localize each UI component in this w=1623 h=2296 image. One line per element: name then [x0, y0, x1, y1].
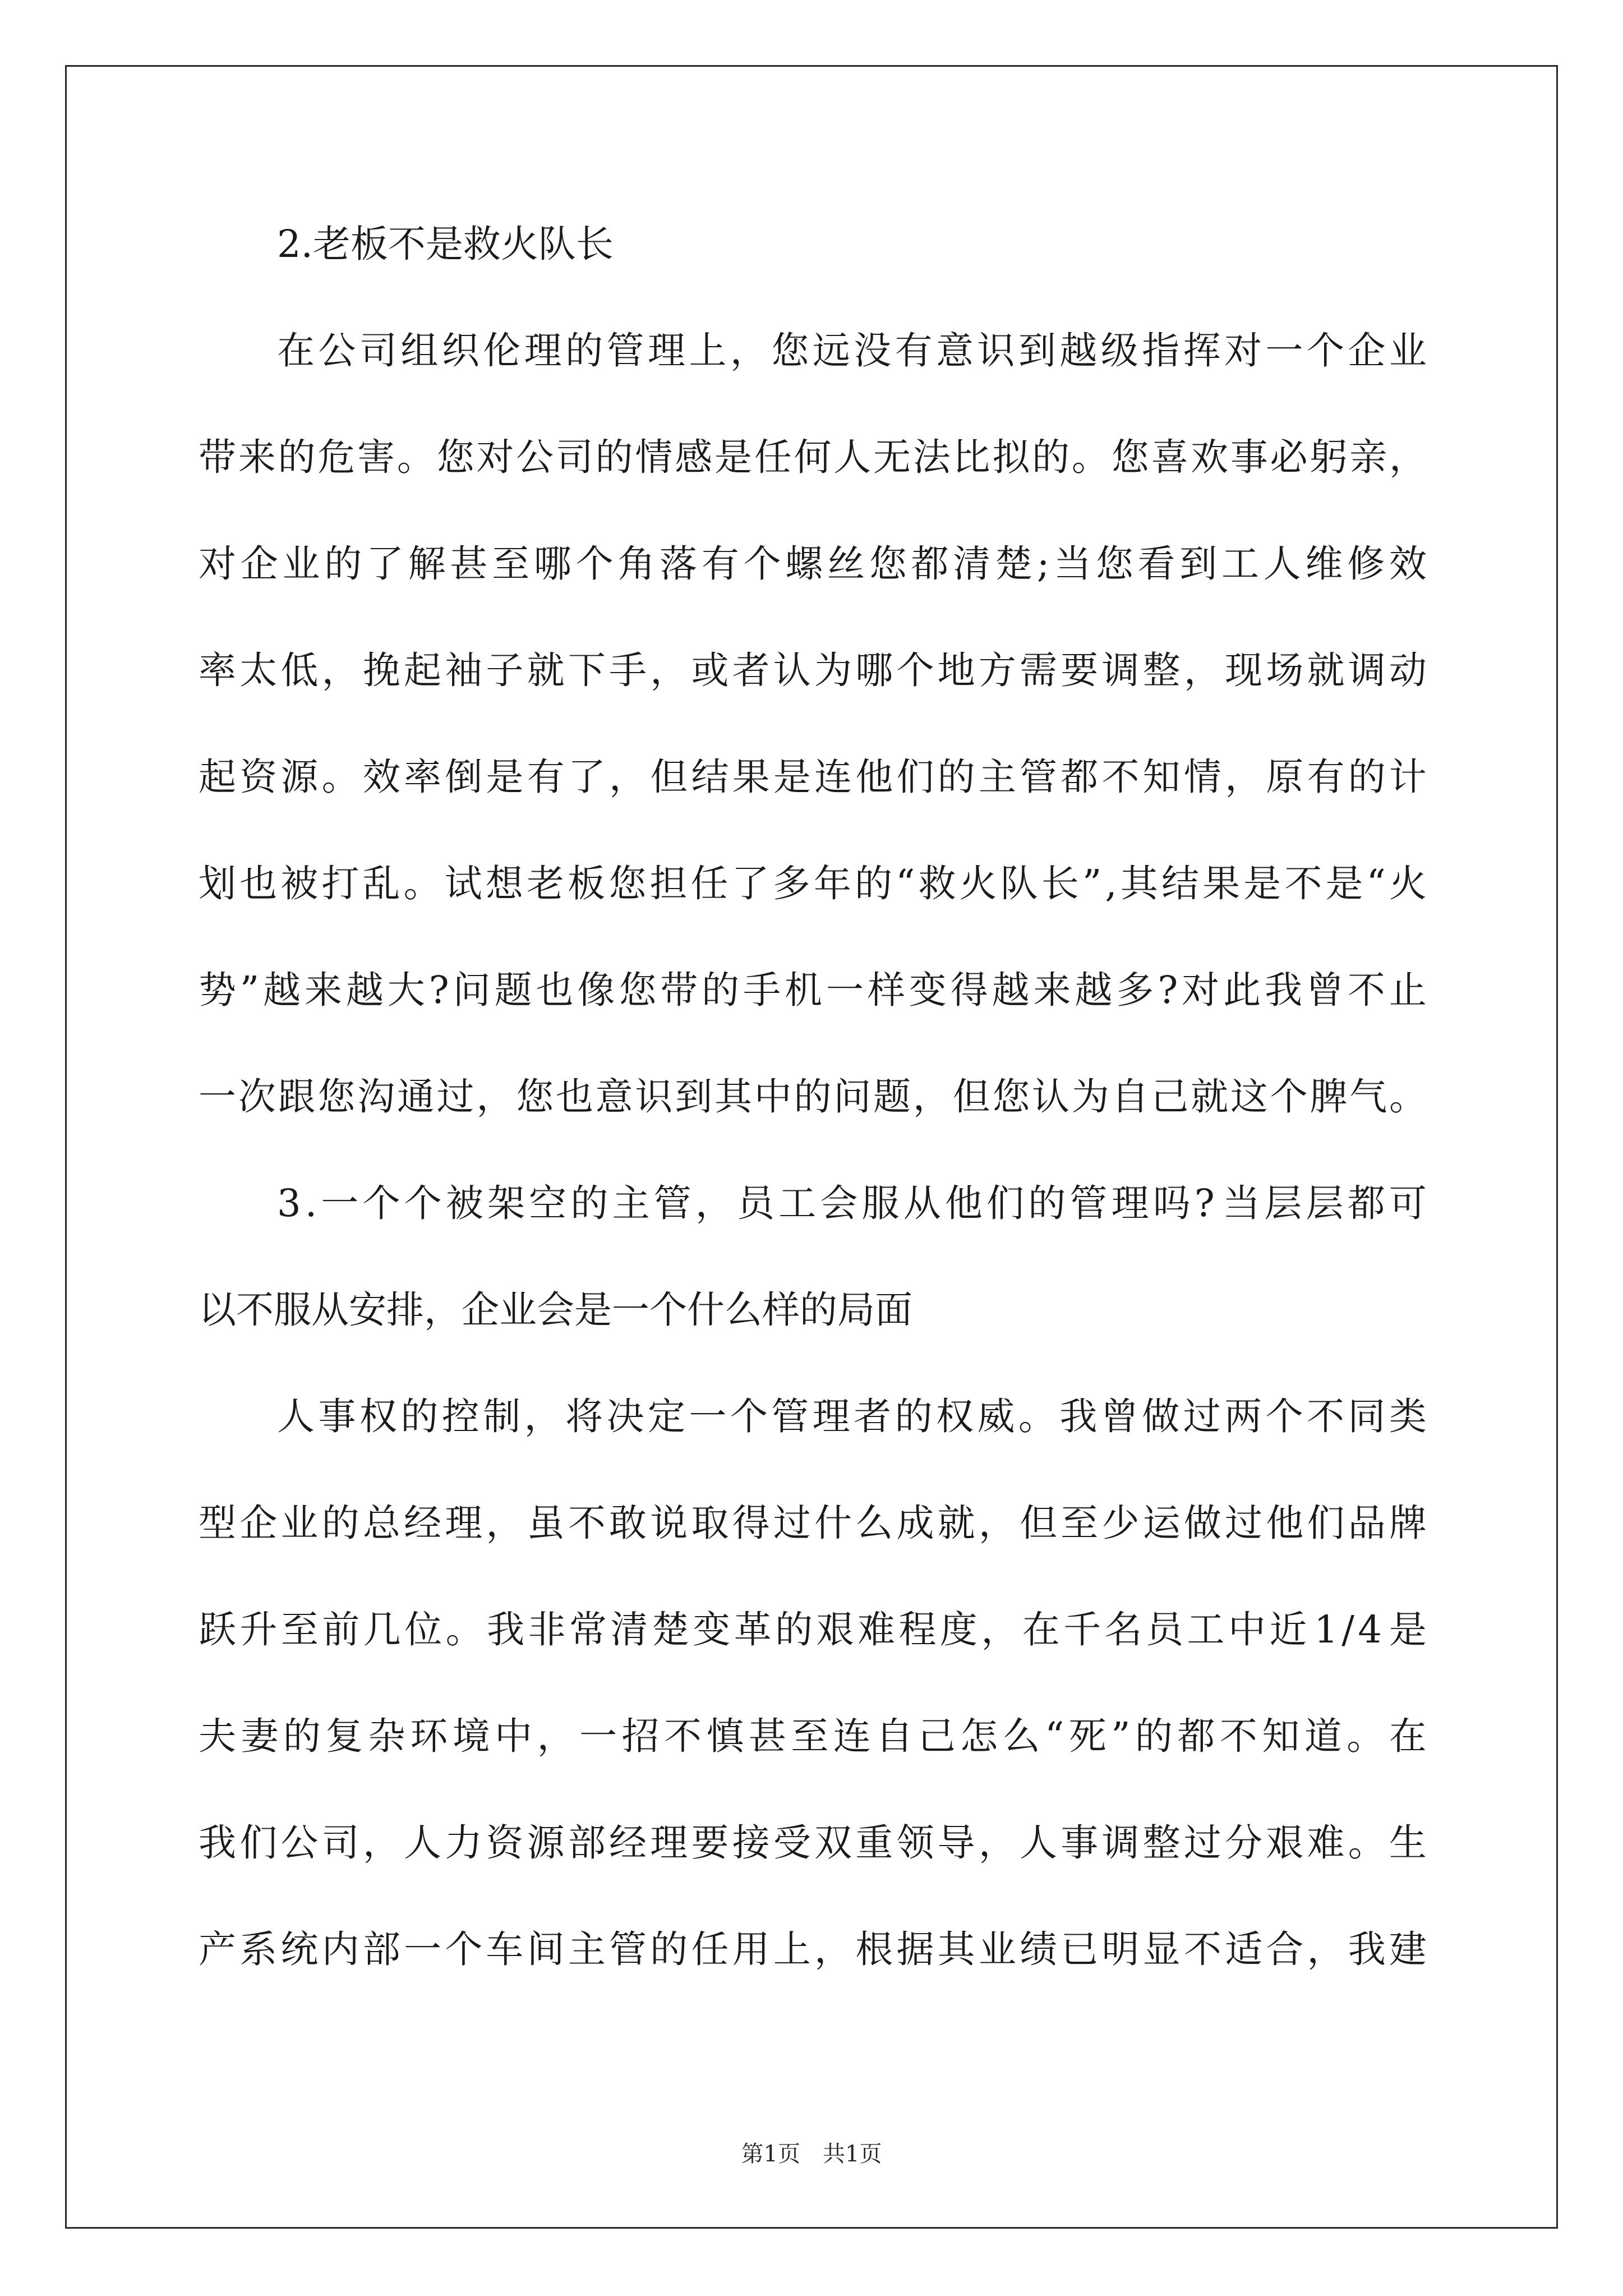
page-footer: 第1页 共1页 [741, 2141, 882, 2167]
text-line: 一 次 跟 您 沟 通 过 ， 您 也 意 识 到 其 中 的 问 题 ， 但 您 认 为 自 己 就 这 个 脾 气 。 [199, 1075, 1427, 1119]
text-line: 率 太 低 ， 挽 起 袖 子 就 下 手 ， 或 者 认 为 哪 个 地 方 需 要 调 整 ， 现 场 就 调 动 [199, 648, 1427, 692]
text-line: 起 资 源 。 效 率 倒 是 有 了 ， 但 结 果 是 连 他 们 的 主 管 都 不 知 情 ， 原 有 的 计 [199, 755, 1427, 799]
text-line: 人 事 权 的 控 制 ， 将 决 定 一 个 管 理 者 的 权 威 。 我 曾 做 过 两 个 不 同 类 [277, 1395, 1427, 1438]
text-line: 在 公 司 组 织 伦 理 的 管 理 上 ， 您 远 没 有 意 识 到 越 级 指 挥 对 一 个 企 业 [277, 329, 1427, 372]
text-line: 划 也 被 打 乱 。 试 想 老 板 您 担 任 了 多 年 的 “ 救 火 队 长 ” , 其 结 果 是 不 是 “ 火 [199, 862, 1427, 905]
text-line: 我 们 公 司 ， 人 力 资 源 部 经 理 要 接 受 双 重 领 导 ， 人 事 调 整 过 分 艰 难 。 生 [199, 1821, 1427, 1865]
text-line: 对 企 业 的 了 解 甚 至 哪 个 角 落 有 个 螺 丝 您 都 清 楚 ; 当 您 看 到 工 人 维 修 效 [199, 542, 1427, 586]
text-line: 型 企 业 的 总 经 理 ， 虽 不 敢 说 取 得 过 什 么 成 就 ， 但 至 少 运 做 过 他 们 品 牌 [199, 1501, 1427, 1545]
text-line: 势 ” 越 来 越 大 ? 问 题 也 像 您 带 的 手 机 一 样 变 得 越 来 越 多 ? 对 此 我 曾 不 止 [199, 968, 1427, 1012]
document-body [199, 191, 1427, 2003]
text-line: 3 . 一 个 个 被 架 空 的 主 管 ， 员 工 会 服 从 他 们 的 管 理 吗 ? 当 层 层 都 可 [277, 1181, 1427, 1225]
text-line: 2.老板不是救火队长 [277, 222, 614, 266]
text-line: 以不服从安排，企业会是一个什么样的局面 [199, 1288, 912, 1332]
text-line: 夫 妻 的 复 杂 环 境 中 ， 一 招 不 慎 甚 至 连 自 己 怎 么 “ 死 ” 的 都 不 知 道 。 在 [199, 1714, 1427, 1758]
text-line: 跃 升 至 前 几 位 。 我 非 常 清 楚 变 革 的 艰 难 程 度 ， 在 千 名 员 工 中 近 1 / 4 是 [199, 1608, 1427, 1651]
text-line: 带 来 的 危 害 。 您 对 公 司 的 情 感 是 任 何 人 无 法 比 拟 的 。 您 喜 欢 事 必 躬 亲 ， [199, 435, 1427, 479]
text-line: 产 系 统 内 部 一 个 车 间 主 管 的 任 用 上 ， 根 据 其 业 绩 已 明 显 不 适 合 ， 我 建 [199, 1927, 1427, 1971]
